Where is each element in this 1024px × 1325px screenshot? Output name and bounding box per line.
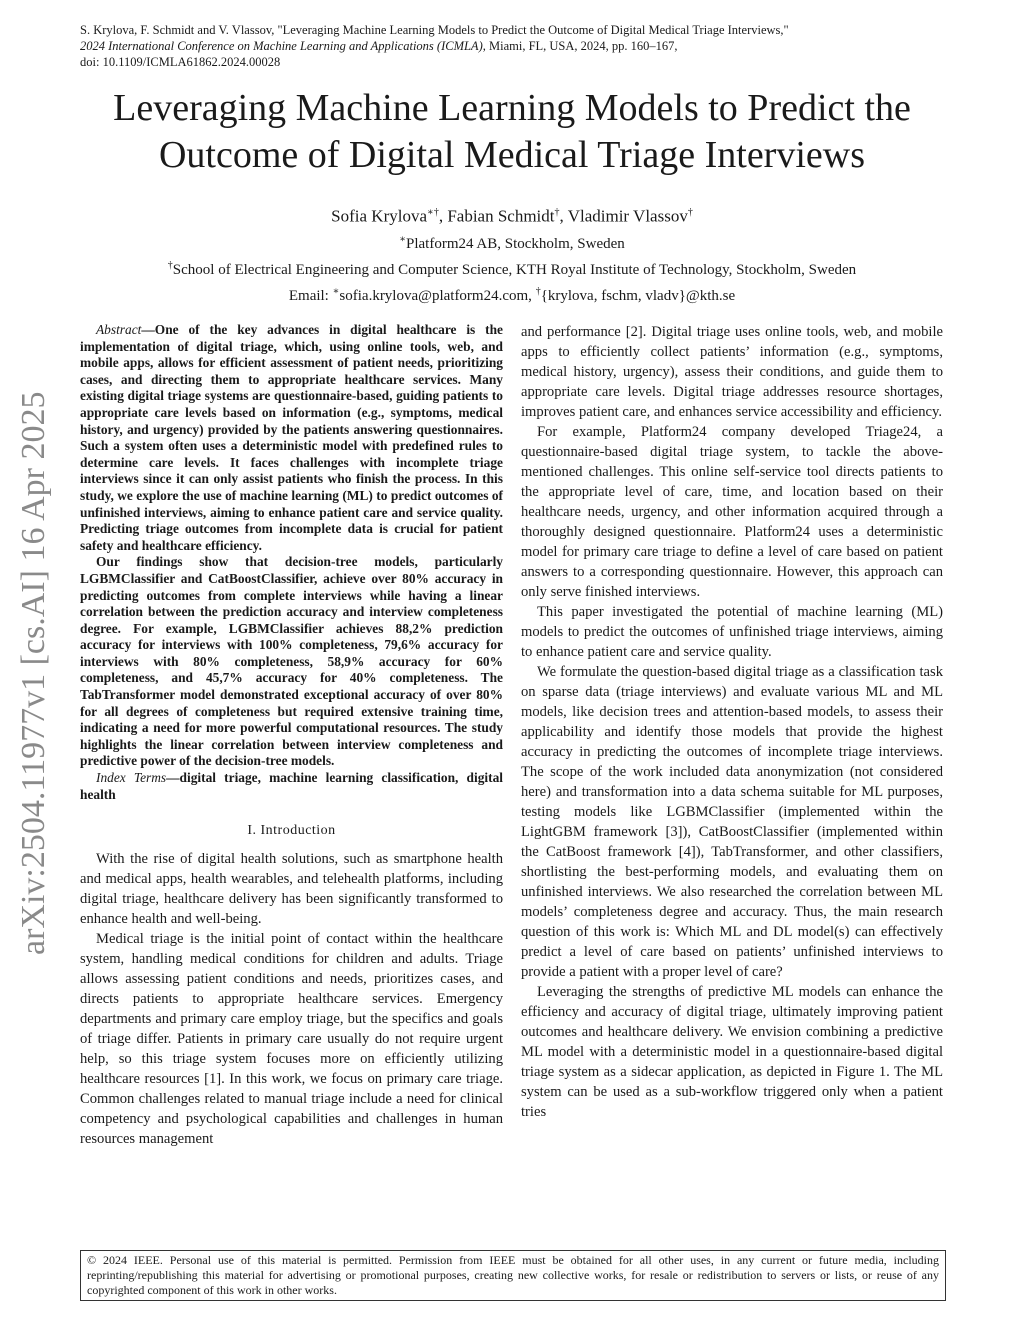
index-terms-label: Index Terms (96, 770, 167, 786)
author-emails: Email: ∗sofia.krylova@platform24.com, †{krylova, fschm, vladv}@kth.se (288, 285, 736, 304)
section-heading-introduction: I. Introduction (247, 823, 336, 839)
conference-details: , Miami, FL, USA, 2024, pp. 160–167, (482, 39, 678, 53)
right-paragraph-continued: and performance [2]. Digital triage uses online tools, web, and mobile apps to efficiently collect patients’ information (e.g., symptoms, medical history, urgency), assess their conditions, and guide them to appropriate care levels. Digital triage addresses resource shortages, improves patient care, and enhances service accessibility and efficiency. (521, 324, 943, 420)
author-1: Sofia Krylova (331, 206, 428, 226)
author-block (60, 201, 964, 307)
author-names: Sofia Krylova∗†, Fabian Schmidt†, Vladimir Vlassov† (331, 206, 693, 226)
author-2: Fabian Schmidt (447, 206, 555, 226)
author-2-marks: † (554, 207, 560, 218)
index-terms: Index Terms—digital triage, machine learning classification, digital health (80, 770, 503, 802)
title-line-2: Outcome of Digital Medical Triage Interviews (158, 134, 865, 176)
abstract (80, 322, 503, 803)
arxiv-sidebar-stamp: arXiv:2504.11977v1 [cs.AI] 16 Apr 2025 (15, 391, 52, 955)
abstract-paragraph-1: Abstract—One of the key advances in digital healthcare is the implementation of digital triage, which, using online tools, web, and mobile apps, allows for efficient assessment of patient needs, prioritizing cases, and directing them to appropriate healthcare services. Many existing digital triage systems are questionnaire-based, guiding patients to appropriate care levels based on information (e.g., symptoms, medical history, and urgency) provided by the patients answering questionnaires. Such a system often uses a deterministic model with predefined rules to determine care levels. It faces challenges with incomplete triage interviews since it can only assist patients who finish the process. In this study, we explore the use of machine learning (ML) to predict outcomes of unfinished interviews, aiming to enhance patient care and service quality. Predicting triage outcomes from incomplete data is crucial for patient safety and healthcare efficiency. (80, 322, 503, 553)
citation-line-1: S. Krylova, F. Schmidt and V. Vlassov, "Leveraging Machine Learning Models to Predict the Outcome of Digital Medical Triage Interviews," (80, 23, 789, 37)
author-3-marks: † (687, 207, 693, 218)
right-paragraph-1: For example, Platform24 company developed Triage24, a questionnaire-based digital triage system, to tackle the above-mentioned challenges. This online self-service tool directs patients to the appropriate level of care, time, and location based on their healthcare needs, urgency, and other information acquired through a thoroughly designed questionnaire. Platform24 uses a deterministic model for primary care triage to define a level of care based on patient answers to a corresponding questionnaire. However, this approach can only serve finished interviews. (521, 424, 943, 600)
right-paragraph-2: This paper investigated the potential of machine learning (ML) models to predict the outcomes of unfinished triage interviews, aiming to enhance patient care and service quality. (521, 604, 943, 660)
conference-name: 2024 International Conference on Machine Learning and Applications (ICMLA) (80, 39, 483, 53)
citation-line-2 (80, 38, 950, 54)
copyright-notice: © 2024 IEEE. Personal use of this material is permitted. Permission from IEEE must be obtained for all other uses, in any current or future media, including reprinting/republishing this material for advertising or promotional purposes, creating new collective works, for resale or redistribution to servers or lists, or reuse of any copyrighted component of this work in other works. (80, 1250, 946, 1301)
right-column (521, 322, 943, 1122)
right-paragraph-4: Leveraging the strengths of predictive ML models can enhance the efficiency and accuracy of digital triage, ultimately improving patient outcomes and healthcare delivery. We envision combining a predictive ML model with a deterministic model in a questionnaire-based digital triage system as a sidecar application, as depicted in Figure 1. The ML system can be used as a sub-workflow triggered only when a patient tries (521, 984, 943, 1120)
affiliation-2: †School of Electrical Engineering and Computer Science, KTH Royal Institute of Technology, Stockholm, Sweden (167, 259, 857, 278)
citation-block (80, 22, 950, 70)
intro-paragraph-2: Medical triage is the initial point of contact within the healthcare system, handling medical conditions for children and adults. Triage allows assessing patient conditions and needs, prioritizes cases, and directs patients to appropriate healthcare services. Emergency departments and primary care employ triage, but the specifics and goals of triage differ. Patients in primary care usually do not require urgent help, so this triage system focuses more on efficiently utilizing healthcare resources [1]. In this work, we focus on primary care triage. Common challenges related to manual triage include a need for clinical competency and psychological capabilities and challenges in human resources management (80, 931, 503, 1148)
paper-title (40, 85, 984, 179)
citation-doi: doi: 10.1109/ICMLA61862.2024.00028 (80, 55, 281, 69)
author-3: Vladimir Vlassov (567, 206, 688, 226)
abstract-paragraph-2: Our findings show that decision-tree models, particularly LGBMClassifier and CatBoostClassifier, achieve over 80% accuracy in predicting outcomes from complete interviews while having a linear correlation between the prediction accuracy and interview completeness degree. For example, LGBMClassifier achieves 88,2% prediction accuracy for interviews with 100% completeness, 79,6% accuracy for interviews with 80% completeness, 58,9% accuracy for 60% completeness, and 45,7% accuracy for 40% completeness. The TabTransformer model demonstrated exceptional accuracy of over 80% for all degrees of completeness but required extensive training time, indicating a need for more powerful computational resources. The study highlights the linear correlation between interview completeness and predictive power of the decision-tree models. (80, 554, 503, 769)
right-paragraph-3: We formulate the question-based digital triage as a classification task on sparse data (triage interviews) and evaluate various ML and ML models, like decision trees and attention-based models, to assess their applicability and identify those models that provide the highest accuracy in predicting the outcomes of incomplete triage interviews. The scope of the work included data anonymization (not considered here) and transformation into a data schema suitable for ML purposes, testing models like LGBMClassifier (implemented within the LightGBM framework [3]), CatBoostClassifier (implemented within the CatBoost framework [4]), TabTransformer, and other classifiers, shortlisting the best-performing models, and evaluating them on unfinished interviews. We also researched the correlation between ML models’ completeness degree and accuracy. Thus, the main research question of this work is: Which ML and DL model(s) can effectively predict a level of care based on patients’ unfinished interviews to provide a patient with a proper level of care? (521, 664, 943, 980)
abstract-label: Abstract (96, 322, 142, 337)
author-1-marks: ∗† (427, 207, 439, 218)
affiliation-1: ∗Platform24 AB, Stockholm, Sweden (399, 233, 625, 252)
intro-paragraph-1: With the rise of digital health solutions, such as smartphone health and medical apps, health wearables, and telehealth platforms, including digital triage, healthcare delivery has been significantly transformed to enhance health and well-being. (80, 851, 503, 928)
left-column (80, 322, 503, 1149)
title-line-1: Leveraging Machine Learning Models to Predict the (113, 87, 911, 129)
